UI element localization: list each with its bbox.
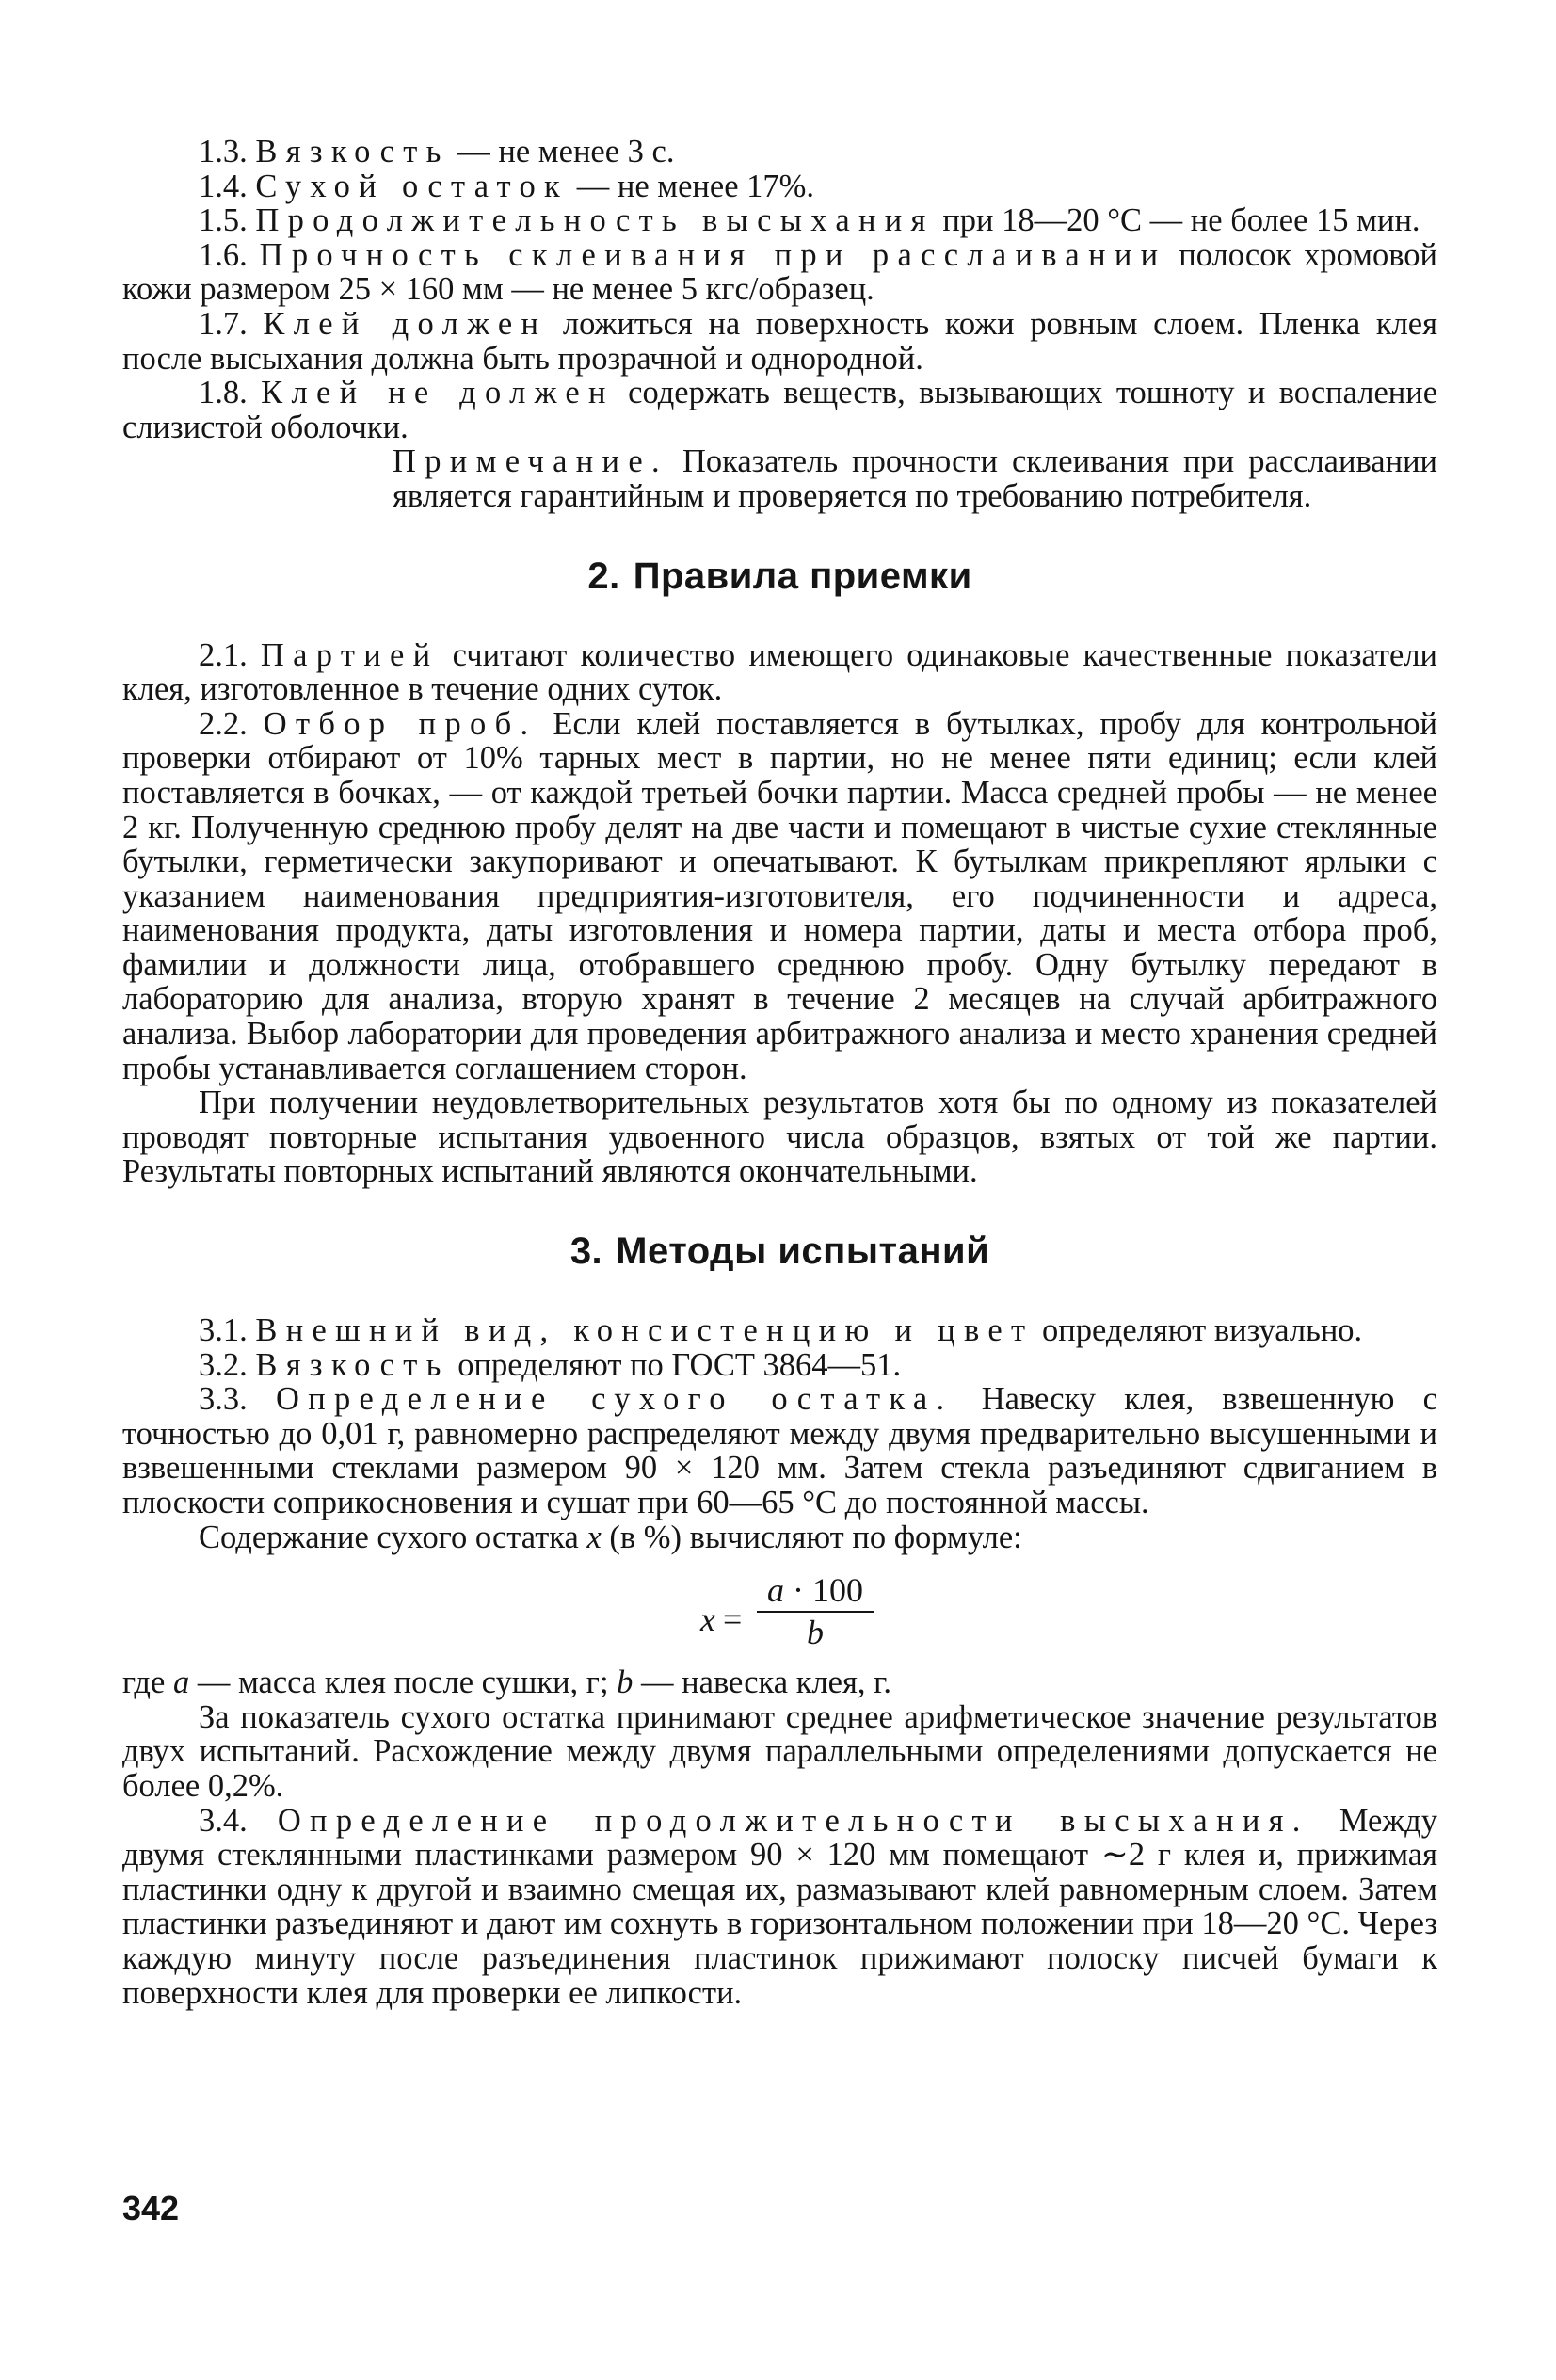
section-3-title: 3. Методы испытаний — [569, 1230, 990, 1273]
formula-numerator: a · 100 — [757, 1571, 874, 1613]
spaced-term: Отбор проб. — [263, 705, 537, 742]
paragraph-1-4: 1.4. Сухой остаток — не менее 17%. — [199, 168, 814, 204]
note-label: Примечание. — [393, 443, 668, 480]
paragraph-2-1: 2.1. Партией считают количество имеющего одинаковые качественные показатели клея, изготовленное в течение одних суток. — [122, 636, 1437, 708]
spaced-term: Продолжительность высыхания — [255, 202, 935, 239]
paragraph-1-5: 1.5. Продолжительность высыхания при 18—20 °С — не более 15 мин. — [199, 202, 1420, 239]
variable-x: x — [586, 1519, 602, 1555]
formula-denominator: b — [807, 1614, 824, 1652]
formula-fraction — [757, 1571, 874, 1652]
spaced-term: Сухой остаток — [255, 168, 569, 204]
paragraph-3-4: 3.4. Определение продолжительности высыхания. Между двумя стеклянными пластинками размером 90 × 120 мм помещают ∼2 г клея и, прижимая пластинки одну к другой и взаимно смещая их, размазывают клей равномерным слоем. Затем пластинки разъединяют и дают им сохнуть в горизонтальном положении при 18—20 °С. Через каждую минуту после разъединения пластинок прижимают полоску писчей бумаги к поверхности клея для проверки ее липкости. — [122, 1802, 1437, 2011]
paragraph-3-3: 3.3. Определение сухого остатка. Навеску клея, взвешенную с точностью до 0,01 г, равномерно распределяют между двумя предварительно высушенными и взвешенными стеклами размером 90 × 120 мм. Затем стекла разъединяют сдвиганием в плоскости соприкосновения и сушат при 60—65 °С до постоянной массы. — [122, 1381, 1437, 1520]
formula-equals: = — [723, 1600, 743, 1639]
paragraph-1-3: 1.3. Вязкость — не менее 3 с. — [199, 134, 675, 169]
spaced-term: Вязкость — [255, 134, 450, 169]
paragraph-repeat-tests: При получении неудовлетворительных результатов хотя бы по одному из показателей проводят повторные испытания удвоенного числа образцов, взятых от той же партии. Результаты повторных испытаний являются окончательными. — [122, 1085, 1437, 1190]
paragraph-1-7: 1.7. Клей должен ложиться на поверхность кожи ровным слоем. Пленка клея после высыхания должна быть прозрачной и однородной. — [122, 305, 1437, 377]
spaced-term: Партией — [260, 636, 440, 673]
paragraph-content-intro: Содержание сухого остатка x (в %) вычисляют по формуле: — [199, 1519, 1022, 1555]
formula-legend: где a — масса клея после сушки, г; b — навеска клея, г. — [122, 1664, 891, 1701]
spaced-term: Прочность склеивания при расслаивании — [259, 236, 1167, 273]
formula-lhs: x — [700, 1600, 715, 1639]
section-2-title: 2. Правила приемки — [587, 555, 972, 597]
spaced-term: Клей не должен — [261, 375, 615, 411]
paragraph-average: За показатель сухого остатка принимают среднее арифметическое значение результатов двух испытаний. Расхождение между двумя параллельными определениями допускается не более 0,2%. — [122, 1698, 1437, 1804]
paragraph-3-1: 3.1. Внешний вид, консистенцию и цвет определяют визуально. — [199, 1312, 1363, 1349]
page-number: 342 — [122, 2189, 180, 2227]
paragraph-3-2: 3.2. Вязкость определяют по ГОСТ 3864—51. — [199, 1346, 902, 1383]
paragraph-1-8: 1.8. Клей не должен содержать веществ, вызывающих тошноту и воспаление слизистой оболочки. — [122, 375, 1438, 445]
spaced-term: Вязкость — [255, 1346, 450, 1383]
note: Примечание. Показатель прочности склеивания при расслаивании является гарантийным и проверяется по требованию потребителя. — [393, 443, 1437, 514]
paragraph-1-6: 1.6. Прочность склеивания при расслаивании полосок хромовой кожи размером 25 × 160 мм — не менее 5 кгс/образец. — [122, 236, 1438, 308]
spaced-term: Определение продолжительности высыхания. — [277, 1802, 1309, 1839]
paragraph-2-2: 2.2. Отбор проб. Если клей поставляется в бутылках, пробу для контрольной проверки отбирают от 10% тарных мест в партии, но не менее пяти единиц; если клей поставляется в бочках, — от каждой третьей бочки партии. Масса средней пробы — не менее 2 кг. Полученную среднюю пробу делят на две части и помещают в чистые сухие стеклянные бутылки, герметически закупоривают и опечатывают. К бутылкам прикрепляют ярлыки с указанием наименования предприятия-изготовителя, его подчиненности и адреса, наименования продукта, даты изготовления и номера партии, даты и места отбора проб, фамилии и должности лица, отобравшего среднюю пробу. Одну бутылку передают в лабораторию для анализа, вторую хранят в течение 2 месяцев на случай арбитражного анализа. Выбор лаборатории для проведения арбитражного анализа и место хранения средней пробы устанавливается соглашением сторон. — [122, 705, 1437, 1086]
spaced-term: Клей должен — [263, 305, 548, 342]
spaced-term: Внешний вид, консистенцию и цвет — [255, 1312, 1035, 1349]
spaced-term: Определение сухого остатка. — [275, 1381, 954, 1418]
formula — [122, 1571, 1437, 1658]
